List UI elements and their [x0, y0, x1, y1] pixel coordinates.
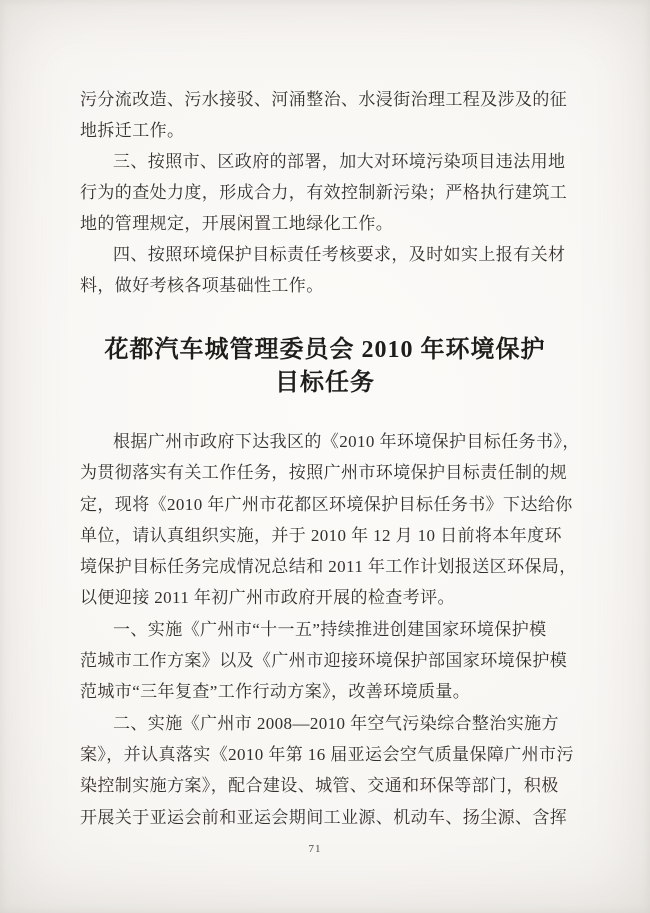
paragraph-block-main	[80, 426, 580, 833]
document-title	[0, 334, 650, 400]
body-line: 三、按照市、区政府的部署，加大对环境污染项目违法用地	[113, 152, 566, 171]
body-line: 污分流改造、污水接驳、河涌整治、水浸街治理工程及涉及的征	[80, 90, 568, 109]
body-line: 根据广州市政府下达我区的《2010 年环境保护目标任务书》，	[113, 432, 580, 451]
body-line: 二、实施《广州市 2008—2010 年空气污染综合整治实施方	[113, 713, 559, 733]
body-line: 行为的查处力度，形成合力，有效控制新污染；严格执行建筑工	[80, 183, 568, 202]
body-line: 境保护目标任务完成情况总结和 2011 年工作计划报送区环保局，	[80, 557, 577, 577]
body-line: 为贯彻落实有关工作任务，按照广州市环境保护目标责任制的规	[80, 463, 568, 483]
body-line: 定，现将《2010 年广州市花都区环境保护目标任务书》下达给你	[80, 494, 573, 514]
body-line: 案》，并认真落实《2010 年第 16 届亚运会空气质量保障广州市污	[80, 744, 574, 764]
body-line: 范城市工作方案》以及《广州市迎接环境保护部国家环境保护模	[80, 651, 568, 671]
body-line: 地拆迁工作。	[80, 121, 185, 140]
body-line: 四、按照环境保护目标责任考核要求，及时如实上报有关材	[113, 245, 566, 264]
page-number: 71	[308, 843, 322, 855]
document-title-line-2: 目标任务	[275, 370, 375, 396]
body-line: 单位，请认真组织实施，并于 2010 年 12 月 10 日前将本年度环	[80, 525, 562, 545]
document-title-line-1: 花都汽车城管理委员会 2010 年环境保护	[104, 337, 546, 363]
body-line: 开展关于亚运会前和亚运会期间工业源、机动车、扬尘源、含挥	[80, 807, 568, 827]
paragraph-block-top	[80, 84, 572, 301]
body-line: 一、实施《广州市“十一五”持续推进创建国家环境保护模	[113, 619, 547, 639]
body-line: 地的管理规定，开展闲置工地绿化工作。	[80, 214, 394, 233]
body-line: 染控制实施方案》，配合建设、城管、交通和环保等部门，积极	[80, 776, 559, 796]
body-line: 范城市“三年复查”工作行动方案》，改善环境质量。	[80, 682, 471, 702]
body-line: 以便迎接 2011 年初广州市政府开展的检查考评。	[80, 588, 455, 608]
body-line: 料，做好考核各项基础性工作。	[80, 276, 324, 295]
